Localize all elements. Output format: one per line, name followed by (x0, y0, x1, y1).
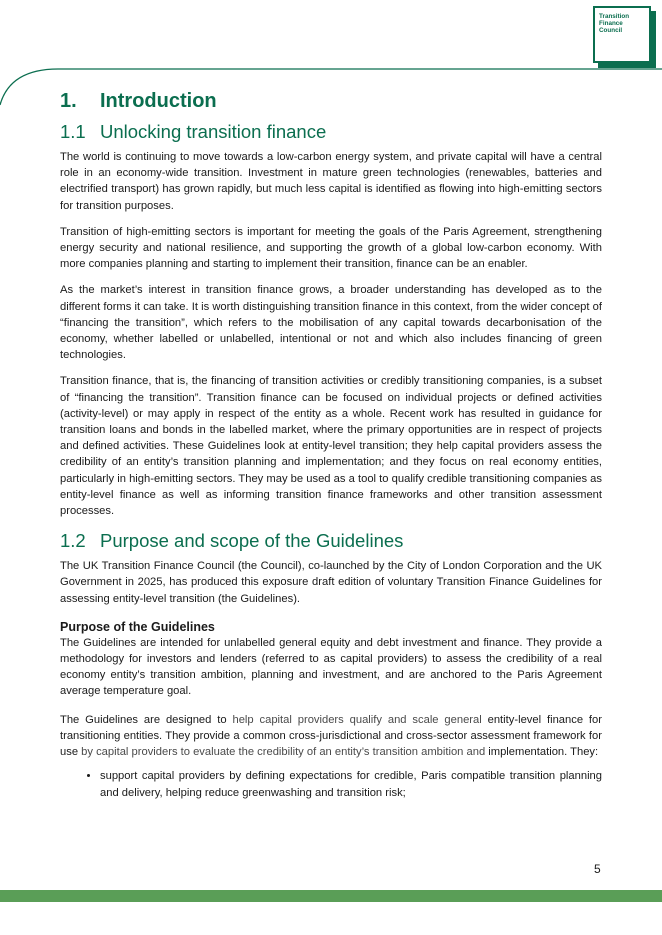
logo-line-1: Transition (599, 13, 630, 20)
logo-line-3: Council (599, 27, 623, 34)
section-title: Purpose and scope of the Guidelines (100, 530, 404, 552)
section-number: 1.2 (60, 530, 86, 552)
paragraph: The Guidelines are intended for unlabelled general equity and debt investment and finance. They provide a methodology for investors and lenders (referred to as capital providers) to assess the credibility of a real economy entity’s transition ambition, planning and investment, and are anchored to the Paris Agreement average temperature goal. (60, 636, 602, 698)
text-run: implementation. They: (485, 746, 599, 759)
heading-text: Introduction (100, 90, 217, 112)
bullet-list (60, 768, 602, 800)
paragraph: Transition finance, that is, the financing of transition activities or credibly transitioning companies, is a subset of “financing the transition”. Transition finance can be focused on individual projects or defined activities (activity-level) or may apply in respect of the entity as a whole. Recent work has resulted in guidance for transition loans and bonds in the labelled market, where the primary opportunities are in respect of projects and defined activities. These Guidelines look at entity-level transition; they help capital providers assess the credibility of an entity’s transition planning and implementation; and they focus on real economy entities, particularly in high-emitting sectors. They may be used as a tool to qualify credible transitioning companies as entity-level finance as well as informing transition finance frameworks and other transition assessment processes. (60, 375, 602, 518)
text-run: entity-level finance for transitioning entities. They provide a common cross-jurisdictional and cross-sector assessment framework for use (60, 713, 602, 759)
heading-purpose-and-scope (60, 529, 602, 553)
paragraph (60, 712, 602, 761)
paragraph: Transition of high-emitting sectors is important for meeting the goals of the Paris Agreement, strengthening energy security and national resilience, and supporting the growth of a global low-carbon economy. With more companies planning and starting to implement their transition, finance can be an enabler. (60, 225, 602, 271)
logo-line-2: Finance (599, 20, 623, 27)
heading-introduction (60, 88, 602, 114)
footer-bar (0, 890, 662, 902)
subheading-purpose: Purpose of the Guidelines (60, 619, 215, 634)
text-run: The Guidelines are designed to (60, 713, 233, 726)
paragraph: The UK Transition Finance Council (the Council), co-launched by the City of London Corporation and the UK Government in 2025, has produced this exposure draft edition of voluntary Transition Finance Guidelines for assessing entity-level transition (the Guidelines). (60, 560, 602, 605)
heading-number: 1. (60, 90, 77, 112)
paragraph: The world is continuing to move towards a low-carbon energy system, and private capital will have a central role in an economy-wide transition. Investment in mature green technologies (renewables, batteries and electrified transport) has grown rapidly, but much less capital is identified as flowing into high-emitting sectors for transition purposes. (60, 151, 602, 212)
page-content (60, 88, 602, 801)
heading-unlocking-transition-finance (60, 120, 602, 144)
text-run-soft: by capital providers to evaluate the credibility of an entity’s transition ambition and (81, 746, 486, 759)
section-title: Unlocking transition finance (100, 121, 327, 142)
list-item: • support capital providers by defining expectations for credible, Paris compatible transition planning and delivery, helping reduce greenwashing and transition risk; (100, 768, 602, 800)
page-number: 5 (594, 862, 601, 876)
text-run-soft: help capital providers qualify and scale general (232, 713, 482, 726)
transition-finance-council-logo (593, 6, 651, 63)
paragraph: As the market’s interest in transition finance grows, a broader understanding has developed as to the different forms it can take. It is worth distinguishing transition finance in this context, from the wider concept of “financing the transition”, which refers to the mobilisation of any capital towards decarbonisation of the economy, whether labelled or unlabelled, intentional or not and which also includes financing of green technologies. (60, 284, 602, 362)
section-number: 1.1 (60, 121, 86, 142)
